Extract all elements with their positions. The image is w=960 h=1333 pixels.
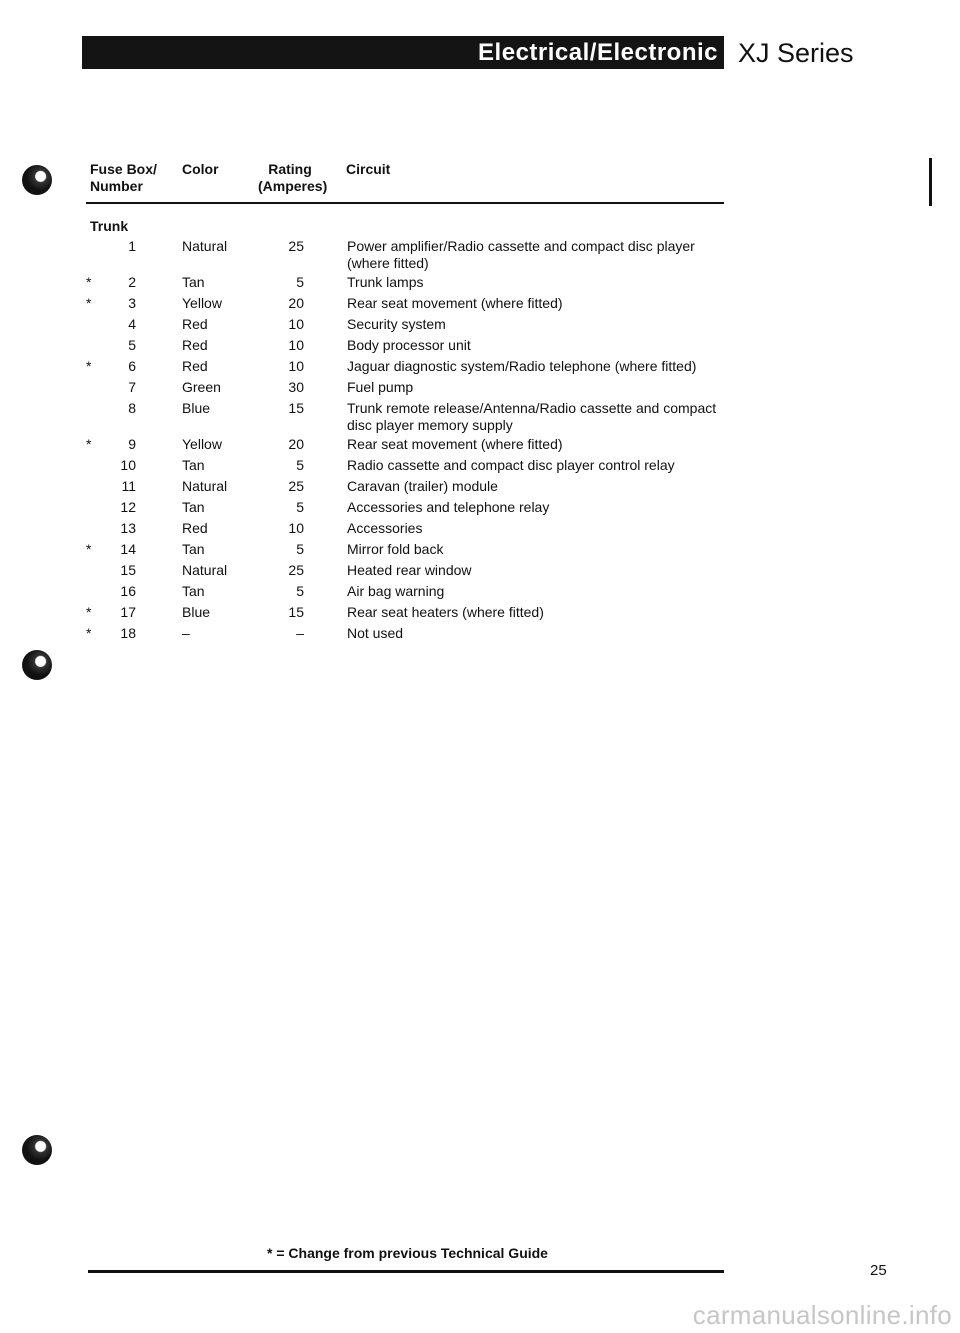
footer-rule (88, 1270, 724, 1273)
change-marker: * (86, 604, 92, 620)
change-marker: * (86, 358, 92, 374)
fuse-number: 11 (121, 478, 136, 494)
fuse-number: 4 (128, 316, 136, 332)
fuse-color: Natural (182, 562, 228, 578)
fuse-circuit: Mirror fold back (347, 541, 444, 557)
fuse-color: Yellow (182, 295, 222, 311)
fuse-color: Natural (182, 238, 228, 254)
fuse-number: 5 (128, 337, 136, 353)
table-row (0, 625, 960, 644)
fuse-rating: 5 (296, 457, 304, 473)
fuse-color: Tan (182, 274, 205, 290)
fuse-rating: 25 (288, 238, 304, 254)
fuse-number: 15 (120, 562, 136, 578)
footnote: * = Change from previous Technical Guide (267, 1245, 548, 1261)
fuse-number: 8 (128, 400, 136, 416)
fuse-rating: – (296, 625, 304, 641)
table-row (0, 400, 960, 434)
fuse-rating: 10 (288, 358, 304, 374)
table-row (0, 337, 960, 356)
fuse-color: – (182, 625, 190, 641)
change-bar (929, 158, 932, 206)
fuse-circuit: Accessories and telephone relay (347, 499, 550, 515)
table-row (0, 562, 960, 581)
fuse-color: Yellow (182, 436, 222, 452)
table-row (0, 358, 960, 377)
fuse-circuit: Jaguar diagnostic system/Radio telephone (where fitted) (347, 358, 697, 374)
header-circuit: Circuit (346, 161, 391, 177)
fuse-number: 17 (120, 604, 136, 620)
table-row (0, 274, 960, 293)
fuse-color: Tan (182, 499, 205, 515)
fuse-color: Green (182, 379, 221, 395)
fuse-color: Blue (182, 604, 211, 620)
header-banner (82, 36, 724, 69)
header-color: Color (182, 161, 219, 177)
series-title: XJ Series (738, 38, 854, 68)
fuse-number: 16 (120, 583, 136, 599)
fuse-circuit: Body processor unit (347, 337, 471, 353)
table-row (0, 541, 960, 560)
fuse-color: Red (182, 358, 208, 374)
fuse-circuit: Rear seat movement (where fitted) (347, 436, 563, 452)
section-title: Electrical/Electronic (478, 39, 718, 66)
fuse-number: 14 (120, 541, 136, 557)
fuse-circuit: Rear seat heaters (where fitted) (347, 604, 544, 620)
fuse-circuit: Caravan (trailer) module (347, 478, 498, 494)
change-marker: * (86, 625, 92, 641)
fuse-rating: 5 (296, 274, 304, 290)
binder-hole-icon (22, 650, 52, 680)
fuse-circuit: Trunk lamps (347, 274, 424, 290)
page-number: 25 (870, 1262, 887, 1279)
fuse-circuit: Fuel pump (347, 379, 414, 395)
fuse-rating: 30 (288, 379, 304, 395)
fuse-rating: 15 (288, 604, 304, 620)
fuse-circuit: Trunk remote release/Antenna/Radio cassette and compact disc player memory supply (347, 400, 717, 433)
binder-hole-icon (22, 165, 52, 195)
fuse-rating: 10 (288, 520, 304, 536)
fuse-number: 13 (120, 520, 136, 536)
fuse-number: 10 (120, 457, 136, 473)
table-row (0, 238, 960, 272)
fuse-number: 3 (128, 295, 136, 311)
fuse-rating: 25 (288, 562, 304, 578)
fuse-circuit: Accessories (347, 520, 423, 536)
fuse-circuit: Air bag warning (347, 583, 445, 599)
table-row (0, 583, 960, 602)
binder-hole-icon (22, 1135, 52, 1165)
fuse-color: Red (182, 520, 208, 536)
fuse-circuit: Security system (347, 316, 446, 332)
header-rule (86, 202, 724, 204)
fuse-circuit: Power amplifier/Radio cassette and compact disc player (where fitted) (347, 238, 695, 271)
table-row (0, 295, 960, 314)
table-row (0, 520, 960, 539)
table-row (0, 499, 960, 518)
fuse-color: Blue (182, 400, 211, 416)
fuse-rating: 10 (288, 337, 304, 353)
fuse-rating: 20 (288, 436, 304, 452)
fuse-color: Tan (182, 457, 205, 473)
change-marker: * (86, 436, 92, 452)
change-marker: * (86, 541, 92, 557)
table-row (0, 436, 960, 455)
fuse-color: Red (182, 337, 208, 353)
fuse-circuit: Not used (347, 625, 404, 641)
fuse-rating: 5 (296, 541, 304, 557)
fuse-number: 2 (128, 274, 136, 290)
watermark: carmanualsonline.info (692, 1300, 952, 1330)
change-marker: * (86, 274, 92, 290)
fuse-rating: 15 (288, 400, 304, 416)
fuse-number: 7 (128, 379, 136, 395)
table-row (0, 604, 960, 623)
fuse-table (0, 238, 960, 646)
fuse-number: 18 (120, 625, 136, 641)
fuse-circuit: Heated rear window (347, 562, 472, 578)
fuse-number: 9 (128, 436, 136, 452)
header-rating: Rating (Amperes) (258, 161, 328, 194)
change-marker: * (86, 295, 92, 311)
table-row (0, 478, 960, 497)
table-row (0, 457, 960, 476)
fuse-color: Natural (182, 478, 228, 494)
fuse-number: 12 (120, 499, 136, 515)
fuse-rating: 20 (288, 295, 304, 311)
header-fuse-box: Fuse Box/ Number (90, 161, 157, 194)
fuse-color: Tan (182, 583, 205, 599)
fuse-color: Red (182, 316, 208, 332)
table-row (0, 379, 960, 398)
fuse-circuit: Radio cassette and compact disc player control relay (347, 457, 675, 473)
fuse-rating: 5 (296, 499, 304, 515)
fuse-color: Tan (182, 541, 205, 557)
fuse-circuit: Rear seat movement (where fitted) (347, 295, 563, 311)
fuse-rating: 5 (296, 583, 304, 599)
section-heading: Trunk (90, 218, 129, 234)
fuse-number: 1 (128, 238, 136, 254)
fuse-number: 6 (128, 358, 136, 374)
table-row (0, 316, 960, 335)
fuse-rating: 25 (288, 478, 304, 494)
fuse-rating: 10 (288, 316, 304, 332)
